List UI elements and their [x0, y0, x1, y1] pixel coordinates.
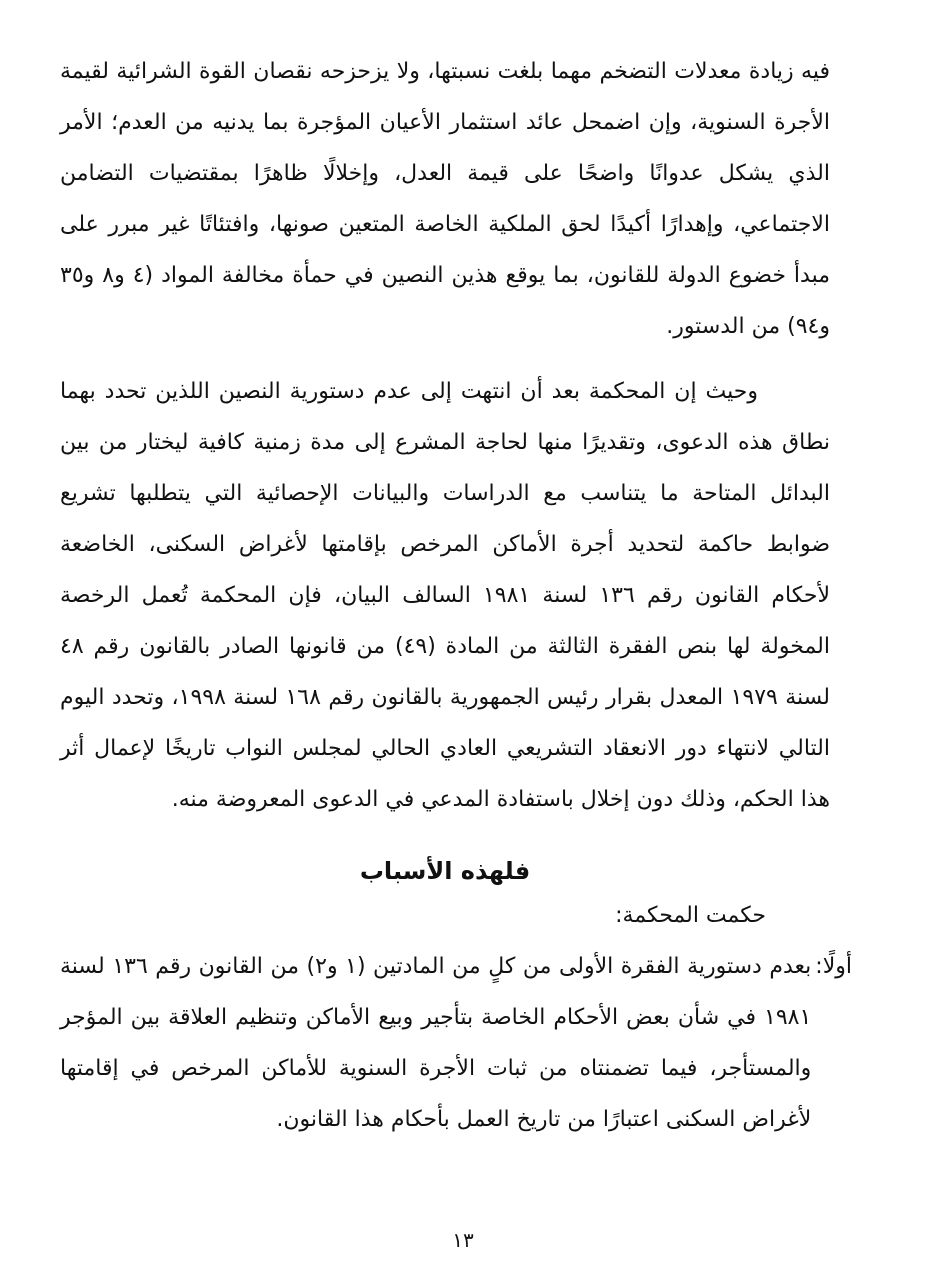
section-heading: فلهذه الأسباب [359, 857, 531, 885]
ruling-label: أولًا: [815, 954, 852, 979]
page-number: ١٣ [452, 1228, 474, 1252]
ruling-item-first [60, 941, 852, 1145]
paragraph-continuation: فيه زيادة معدلات التضخم مهما بلغت نسبتها، ولا يزحزحه نقصان القوة الشرائية لقيمة الأجرة السنوية، وإن اضمحل عائد استثمار الأعيان المؤجرة بما يدنيه من العدم؛ الأمر الذي يشكل عدوانًا واضحًا على قيمة العدل، وإخلالًا ظاهرًا بمقتضيات التضامن الاجتماعي، وإهدارًا أكيدًا لحق الملكية الخاصة المتعين صونها، وافتئاتًا غير مبرر على مبدأ خضوع الدولة للقانون، بما يوقع هذين النصين في حمأة مخالفة المواد (٤ و٨ و٣٥ و٩٤) من الدستور. [60, 59, 831, 339]
ruling-text: بعدم دستورية الفقرة الأولى من كلٍ من المادتين (١ و٢) من القانون رقم ١٣٦ لسنة ١٩٨١ في شأن بعض الأحكام الخاصة بتأجير وبيع الأماكن وتنظيم العلاقة بين المؤجر والمستأجر، فيما تضمنتاه من ثبات الأجرة السنوية للأماكن المرخص في إقامتها لأغراض السكنى اعتبارًا من تاريخ العمل بأحكام هذا القانون. [60, 954, 812, 1132]
ruling-intro: حكمت المحكمة: [615, 903, 766, 928]
paragraph-deferral: وحيث إن المحكمة بعد أن انتهت إلى عدم دستورية النصين اللذين تحدد بهما نطاق هذه الدعوى، وتقديرًا منها لحاجة المشرع إلى مدة زمنية كافية ليختار من بين البدائل المتاحة ما يتناسب مع الدراسات والبيانات الإحصائية التي يتطلبها تشريع ضوابط حاكمة لتحديد أجرة الأماكن المرخص بإقامتها لأغراض السكنى، الخاضعة لأحكام القانون رقم ١٣٦ لسنة ١٩٨١ السالف البيان، فإن المحكمة تُعمل الرخصة المخولة لها بنص الفقرة الثالثة من المادة (٤٩) من قانونها الصادر بالقانون رقم ٤٨ لسنة ١٩٧٩ المعدل بقرار رئيس الجمهورية بالقانون رقم ١٦٨ لسنة ١٩٩٨، وتحدد اليوم التالي لانتهاء دور الانعقاد التشريعي العادي الحالي لمجلس النواب تاريخًا لإعمال أثر هذا الحكم، وذلك دون إخلال باستفادة المدعي في الدعوى المعروضة منه. [60, 379, 831, 812]
document-page [60, 46, 852, 1145]
